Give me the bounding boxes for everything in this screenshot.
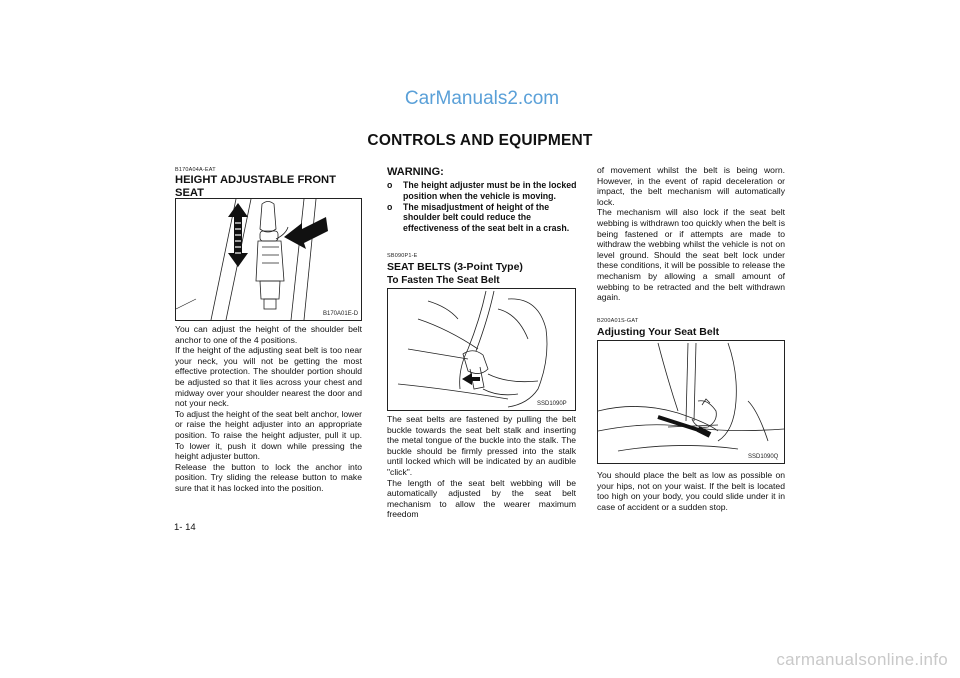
height-adjuster-figure xyxy=(175,198,362,321)
left-paragraph: To adjust the height of the seat belt anchor, lower or raise the height adjuster into an appropriate position. To raise the height adjuster, pull it up. To lower it, push it down while pressing the height adjuster button. xyxy=(175,408,362,462)
right-paragraph: of movement whilst the belt is being worn. However, in the event of rapid deceleration or impact, the belt mechanism will automatically lock. xyxy=(597,165,785,207)
warning-title: WARNING: xyxy=(387,166,444,178)
warning-item xyxy=(387,180,577,202)
fasten-subheading: To Fasten The Seat Belt xyxy=(387,275,500,286)
fasten-belt-illustration xyxy=(388,289,575,410)
warning-bullet: o xyxy=(387,201,393,212)
adjusting-belt-heading: Adjusting Your Seat Belt xyxy=(597,326,720,338)
left-heading-line-1: HEIGHT ADJUSTABLE FRONT SEAT xyxy=(175,174,336,199)
middle-figure-label: SSD1090P xyxy=(537,401,567,407)
middle-paragraph: The seat belts are fastened by pulling the belt buckle towards the seat belt stalk and inserting the metal tongue of the buckle into the stalk. The buckle should be firmly pressed into the stalk until locked which will be indicated by an audible "click". xyxy=(387,414,576,477)
middle-body-text xyxy=(387,414,576,520)
warning-text: The height adjuster must be in the locked position when the vehicle is moving. xyxy=(403,180,577,201)
adjusting-belt-illustration xyxy=(598,341,784,463)
left-paragraph: You can adjust the height of the shoulder belt anchor to one of the 4 positions. xyxy=(175,324,362,345)
left-paragraph: If the height of the adjusting seat belt is too near your neck, you will not be getting the most effective protection. The shoulder portion should be adjusted so that it lies across your chest and midway over your shoulder nearest the door and not your neck. xyxy=(175,345,362,409)
right-bottom-paragraph: You should place the belt as low as possible on your hips, not on your waist. If the belt is located too high on your body, you could slide under it in case of accident or a sudden stop. xyxy=(597,470,785,512)
right-paragraph: The mechanism will also lock if the seat belt webbing is withdrawn too quickly when the belt is being fastened or if attempts are made to withdraw the webbing whilst the vehicle is not on level ground. Should the seat belt lock under these conditions, it will be possible to release the mechanism by allowing a small amount of webbing to be retracted and the belt withdrawn again. xyxy=(597,207,785,303)
warning-bullet: o xyxy=(387,180,393,190)
middle-paragraph: The length of the seat belt webbing will be automatically adjusted by the seat belt mechanism to allow the wearer maximum freedom xyxy=(387,477,576,520)
watermark-top-text: CarManuals2.com xyxy=(404,88,560,109)
right-bottom-text xyxy=(597,470,785,512)
right-figure-label: SSD1090Q xyxy=(748,454,779,460)
left-figure-label: B170A01E-D xyxy=(323,311,359,317)
middle-section-code: SB090P1-E xyxy=(387,253,418,259)
warning-item xyxy=(387,202,577,234)
footer-watermark: carmanualsonline.info xyxy=(776,650,948,669)
page-title: CONTROLS AND EQUIPMENT xyxy=(367,132,593,149)
right-body-text xyxy=(597,165,785,303)
left-body-text xyxy=(175,324,362,494)
left-paragraph: Release the button to lock the anchor into position. Try sliding the release button to make sure that it has locked into the position. xyxy=(175,461,362,493)
page-number: 1- 14 xyxy=(174,522,196,533)
seat-belts-heading: SEAT BELTS (3-Point Type) xyxy=(387,261,523,273)
fasten-belt-figure xyxy=(387,288,576,411)
adjusting-belt-figure xyxy=(597,340,785,464)
left-section-code: B170A04A-EAT xyxy=(175,167,216,173)
warning-list xyxy=(387,180,577,234)
right-section-code: B200A01S-GAT xyxy=(597,318,639,324)
warning-text: The misadjustment of height of the shoulder belt could reduce the effectiveness of the seat belt in a crash. xyxy=(403,201,570,234)
height-adjuster-illustration xyxy=(176,199,361,320)
